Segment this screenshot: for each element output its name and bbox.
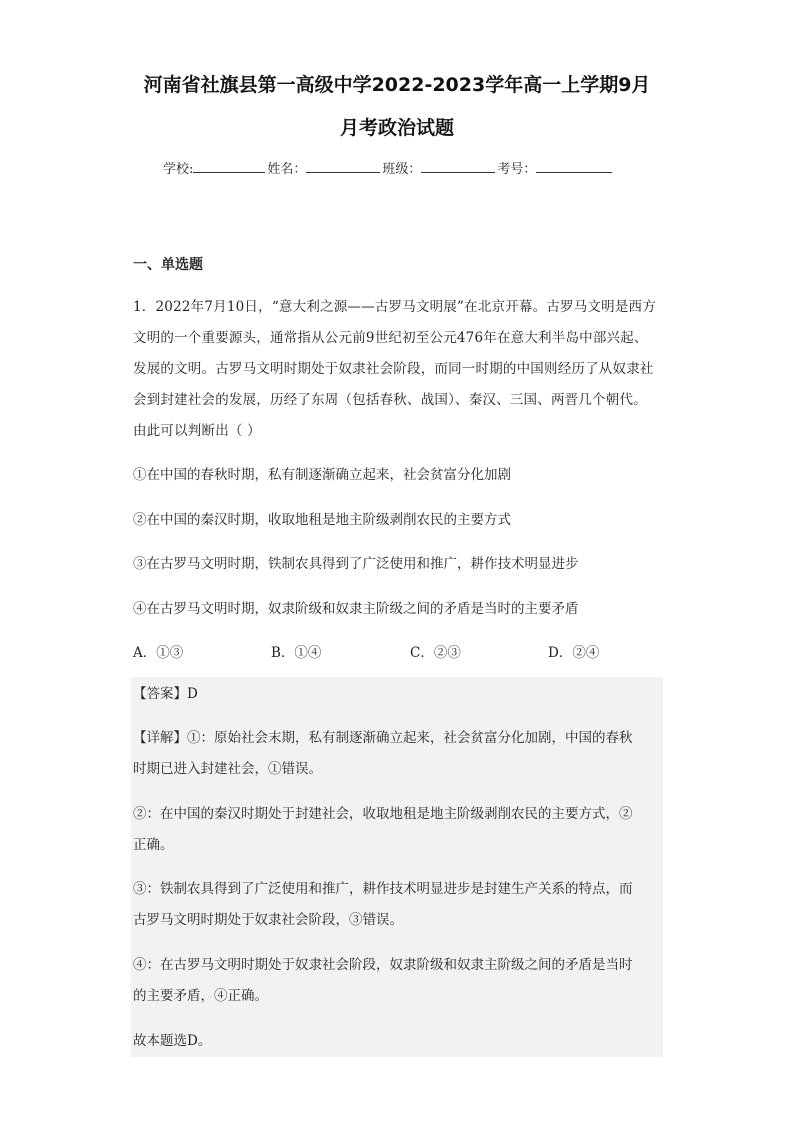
detail-para-2 — [133, 799, 661, 861]
name-label: 姓名： — [267, 162, 307, 177]
detail-line: ③：铁制农具得到了广泛使用和推广，耕作技术明显进步是封建生产关系的特点，而 — [133, 881, 633, 897]
number-field[interactable] — [536, 158, 612, 173]
choice-a[interactable]: A．①③ — [133, 645, 184, 661]
answer-line — [133, 679, 661, 710]
stem-line: 发展的文明。古罗马文明时期处于奴隶社会阶段，而同一时期的中国则经历了从奴隶社 — [133, 361, 654, 377]
stem-line: 会到封建社会的发展，历经了东周（包括春秋、战国）、秦汉、三国、两晋几个朝代。 — [133, 392, 647, 408]
statement-1: ①在中国的春秋时期，私有制逐渐确立起来，社会贫富分化加剧 — [133, 467, 511, 483]
number-label: 考号： — [497, 162, 537, 177]
detail-line: ④：在古罗马文明时期处于奴隶社会阶段，奴隶阶级和奴隶主阶级之间的矛盾是当时 — [133, 957, 633, 973]
stem-line: 文明的一个重要源头，通常指从公元前9世纪初至公元476年在意大利半岛中部兴起、 — [133, 330, 648, 346]
answer-text: 【答案】D — [133, 686, 198, 702]
page-title-line1: 河南省社旗县第一高级中学2022-2023学年高一上学期9月 — [143, 74, 651, 96]
detail-line: 时期已进入封建社会，①错误。 — [133, 761, 322, 777]
detail-para-4 — [133, 950, 661, 1012]
detail-para-1 — [133, 723, 661, 785]
question-stem — [133, 292, 663, 447]
stem-line: 由此可以判断出（ ） — [133, 423, 261, 439]
choice-d[interactable]: D．②④ — [548, 645, 600, 661]
class-label: 班级： — [382, 162, 422, 177]
school-field[interactable] — [193, 158, 265, 173]
detail-line: 的主要矛盾，④正确。 — [133, 988, 268, 1004]
class-field[interactable] — [421, 158, 495, 173]
student-info-row — [163, 158, 614, 177]
choice-b[interactable]: B．①④ — [271, 645, 322, 661]
detail-line: 正确。 — [133, 837, 174, 853]
statement-4: ④在古罗马文明时期，奴隶阶级和奴隶主阶级之间的矛盾是当时的主要矛盾 — [133, 601, 579, 617]
stem-line: 1．2022年7月10日，“意大利之源——古罗马文明展”在北京开幕。古罗马文明是西方 — [133, 299, 656, 315]
name-field[interactable] — [306, 158, 380, 173]
conclusion — [133, 1026, 661, 1057]
page-title-line2: 月考政治试题 — [339, 117, 454, 139]
detail-para-3 — [133, 874, 661, 936]
school-label: 学校: — [163, 162, 194, 177]
choice-c[interactable]: C．②③ — [410, 645, 461, 661]
statement-2: ②在中国的秦汉时期，收取地租是地主阶级剥削农民的主要方式 — [133, 512, 511, 528]
detail-line: ②：在中国的秦汉时期处于封建社会，收取地租是地主阶级剥削农民的主要方式，② — [133, 806, 633, 822]
conclusion-text: 故本题选D。 — [133, 1033, 212, 1049]
section-title: 一、单选题 — [133, 257, 203, 273]
detail-line: 【详解】①：原始社会末期，私有制逐渐确立起来，社会贫富分化加剧，中国的春秋 — [133, 730, 633, 746]
statement-3: ③在古罗马文明时期，铁制农具得到了广泛使用和推广，耕作技术明显进步 — [133, 556, 579, 572]
detail-line: 古罗马文明时期处于奴隶社会阶段，③错误。 — [133, 912, 403, 928]
